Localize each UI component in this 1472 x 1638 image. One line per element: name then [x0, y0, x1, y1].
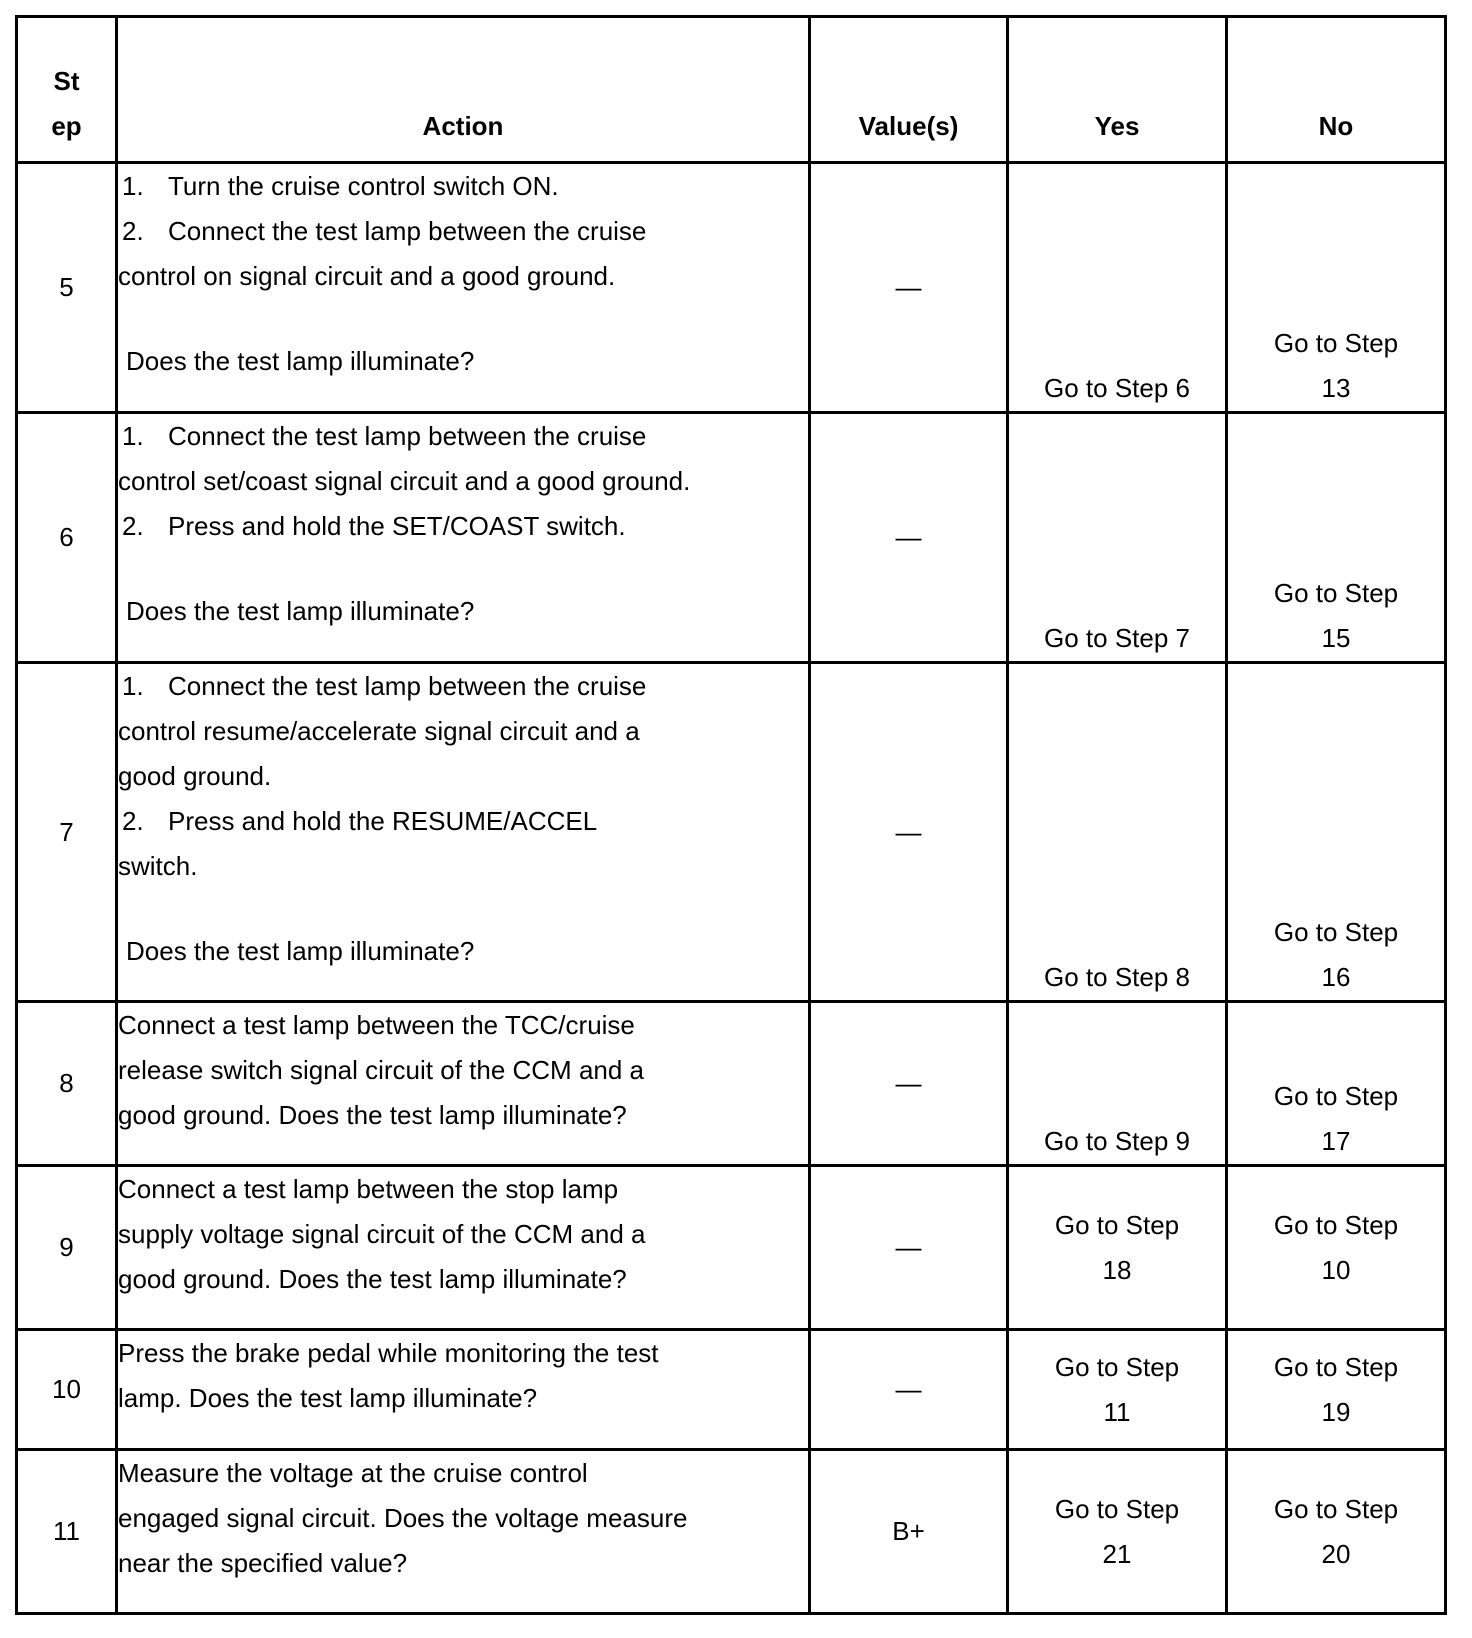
no-step-number: 10 — [1321, 1254, 1351, 1285]
no-text: Go to Step — [1273, 1493, 1399, 1524]
yes-cell — [1008, 163, 1227, 413]
action-text: Turn the cruise control switch ON. — [168, 171, 559, 201]
value-cell: — — [810, 663, 1008, 1002]
header-no: No — [1227, 17, 1446, 163]
list-number: 2. — [122, 806, 144, 836]
action-line: switch. — [118, 851, 198, 881]
no-cell — [1227, 1330, 1446, 1450]
yes-text: Go to Step — [1054, 1351, 1180, 1382]
action-line: control on signal circuit and a good ground. — [118, 261, 616, 291]
action-text: Connect the test lamp between the cruise — [168, 216, 647, 246]
action-line: Press the brake pedal while monitoring the test — [118, 1338, 659, 1368]
diagnostic-table — [15, 15, 1447, 1615]
header-row — [17, 17, 1446, 163]
action-line — [118, 209, 808, 254]
yes-text: Go to Step — [1054, 1493, 1180, 1524]
no-text: Go to Step — [1273, 328, 1399, 358]
action-line: supply voltage signal circuit of the CCM and a — [118, 1219, 646, 1249]
step-number: 6 — [17, 413, 117, 663]
action-cell — [117, 1330, 810, 1450]
list-number: 1. — [122, 421, 144, 451]
action-cell — [117, 413, 810, 663]
step-number: 9 — [17, 1166, 117, 1330]
header-step-line2: ep — [51, 111, 82, 141]
yes-step-number: 21 — [1102, 1538, 1132, 1569]
action-text: Connect the test lamp between the cruise — [168, 421, 647, 451]
header-step — [17, 17, 117, 163]
yes-cell — [1008, 1002, 1227, 1166]
yes-text: Go to Step 6 — [1044, 373, 1190, 403]
yes-text: Go to Step 9 — [1044, 1126, 1190, 1156]
step-number: 11 — [17, 1450, 117, 1614]
step-number: 7 — [17, 663, 117, 1002]
header-action: Action — [117, 17, 810, 163]
action-line: near the specified value? — [118, 1548, 408, 1578]
list-number: 2. — [122, 216, 144, 246]
action-cell — [117, 1166, 810, 1330]
action-line: Measure the voltage at the cruise control — [118, 1458, 588, 1488]
header-values: Value(s) — [810, 17, 1008, 163]
table-row — [17, 1330, 1446, 1450]
table-row — [17, 1002, 1446, 1166]
no-text: Go to Step — [1273, 1351, 1399, 1382]
action-question: Does the test lamp illuminate? — [126, 596, 475, 626]
table-row — [17, 1166, 1446, 1330]
action-cell — [117, 163, 810, 413]
action-text: Connect the test lamp between the cruise — [168, 671, 647, 701]
header-step-line1: St — [53, 66, 80, 96]
no-cell — [1227, 1450, 1446, 1614]
yes-cell — [1008, 1330, 1227, 1450]
action-line: release switch signal circuit of the CCM and a — [118, 1055, 645, 1085]
action-question: Does the test lamp illuminate? — [126, 936, 475, 966]
action-question: Does the test lamp illuminate? — [126, 346, 475, 376]
action-text: Press and hold the RESUME/ACCEL — [168, 806, 598, 836]
no-cell — [1227, 163, 1446, 413]
yes-text: Go to Step 7 — [1044, 623, 1190, 653]
action-line — [118, 799, 808, 844]
no-step-number: 19 — [1321, 1396, 1351, 1427]
value-cell: — — [810, 1330, 1008, 1450]
table-row — [17, 413, 1446, 663]
no-cell — [1227, 1166, 1446, 1330]
action-line — [118, 164, 808, 209]
step-number: 5 — [17, 163, 117, 413]
table-row — [17, 163, 1446, 413]
list-number: 2. — [122, 511, 144, 541]
yes-cell — [1008, 1166, 1227, 1330]
value-cell: — — [810, 1166, 1008, 1330]
value-cell: — — [810, 163, 1008, 413]
action-line: Connect a test lamp between the TCC/cruise — [118, 1010, 635, 1040]
yes-cell — [1008, 1450, 1227, 1614]
header-yes: Yes — [1008, 17, 1227, 163]
action-line: Connect a test lamp between the stop lamp — [118, 1174, 619, 1204]
value-cell: — — [810, 413, 1008, 663]
no-step-number: 17 — [1321, 1126, 1351, 1156]
table-row — [17, 663, 1446, 1002]
no-step-number: 15 — [1321, 623, 1351, 653]
action-line: good ground. Does the test lamp illuminate? — [118, 1100, 627, 1130]
no-cell — [1227, 663, 1446, 1002]
no-text: Go to Step — [1273, 1081, 1399, 1111]
list-number: 1. — [122, 171, 144, 201]
step-number: 10 — [17, 1330, 117, 1450]
table-row — [17, 1450, 1446, 1614]
action-cell — [117, 663, 810, 1002]
yes-cell — [1008, 413, 1227, 663]
yes-cell — [1008, 663, 1227, 1002]
action-line: control resume/accelerate signal circuit and a — [118, 716, 640, 746]
action-line: good ground. Does the test lamp illuminate? — [118, 1264, 627, 1294]
action-cell — [117, 1002, 810, 1166]
yes-text: Go to Step 8 — [1044, 962, 1190, 992]
no-text: Go to Step — [1273, 578, 1399, 608]
action-line — [118, 664, 808, 709]
yes-step-number: 11 — [1103, 1396, 1131, 1427]
step-number: 8 — [17, 1002, 117, 1166]
action-cell — [117, 1450, 810, 1614]
no-text: Go to Step — [1273, 917, 1399, 947]
action-text: Press and hold the SET/COAST switch. — [168, 511, 626, 541]
action-line: lamp. Does the test lamp illuminate? — [118, 1383, 538, 1413]
yes-step-number: 18 — [1102, 1254, 1132, 1285]
action-line: control set/coast signal circuit and a good ground. — [118, 466, 691, 496]
no-text: Go to Step — [1273, 1209, 1399, 1240]
action-line: good ground. — [118, 761, 272, 791]
action-line — [118, 414, 808, 459]
no-cell — [1227, 1002, 1446, 1166]
value-cell: — — [810, 1002, 1008, 1166]
no-step-number: 20 — [1321, 1538, 1351, 1569]
action-line — [118, 504, 808, 549]
no-cell — [1227, 413, 1446, 663]
action-line: engaged signal circuit. Does the voltage measure — [118, 1503, 688, 1533]
list-number: 1. — [122, 671, 144, 701]
no-step-number: 16 — [1321, 962, 1351, 992]
no-step-number: 13 — [1321, 373, 1351, 403]
value-cell: B+ — [810, 1450, 1008, 1614]
yes-text: Go to Step — [1054, 1209, 1180, 1240]
